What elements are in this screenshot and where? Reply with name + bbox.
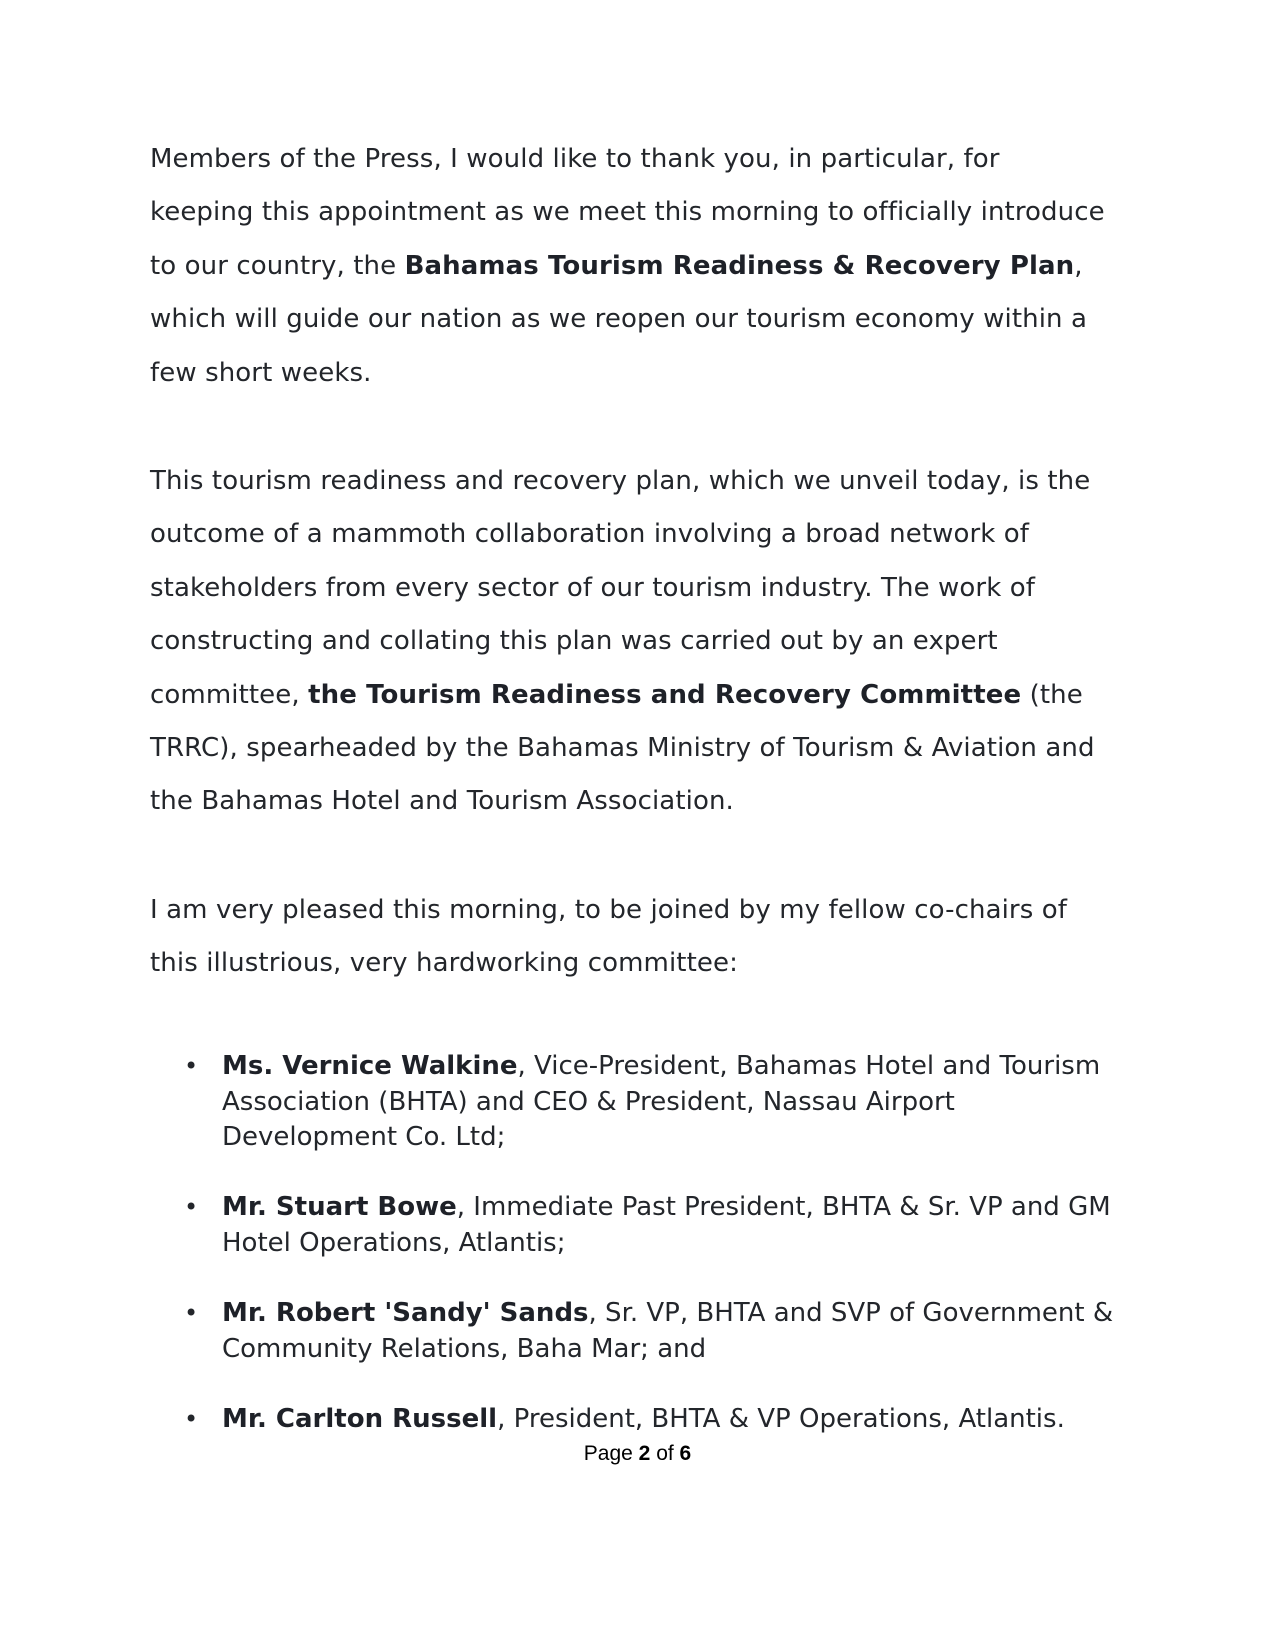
co-chair-name: Ms. Vernice Walkine: [222, 1051, 518, 1081]
paragraph-text: (the TRRC), spearheaded by the Bahamas Ministry of Tourism & Aviation and the Bahamas Hotel and Tourism Association.: [150, 679, 1095, 817]
plan-name-bold: Bahamas Tourism Readiness & Recovery Plan: [404, 250, 1075, 281]
co-chair-name: Mr. Stuart Bowe: [222, 1192, 457, 1222]
paragraph-text: I am very pleased this morning, to be joined by my fellow co-chairs of this illustrious, very hardworking committee:: [150, 895, 1067, 979]
page-number-footer: [0, 1442, 1275, 1466]
co-chair-details: , Vice-President, Bahamas Hotel and Tourism Association (BHTA) and CEO & President, Nassau Airport Development Co. Ltd;: [222, 1051, 1101, 1152]
co-chair-name: Mr. Robert 'Sandy' Sands: [222, 1298, 589, 1328]
co-chair-details: , Immediate Past President, BHTA & Sr. VP and GM Hotel Operations, Atlantis;: [222, 1192, 1111, 1258]
of-word: of: [656, 1442, 674, 1465]
paragraph-intro: [150, 133, 1110, 400]
co-chair-details: , President, BHTA & VP Operations, Atlantis.: [497, 1404, 1065, 1434]
list-item: [184, 1296, 1122, 1367]
current-page-number: 2: [638, 1442, 651, 1465]
co-chair-name: Mr. Carlton Russell: [222, 1404, 498, 1434]
bullet-icon: •: [184, 1299, 199, 1327]
bullet-icon: •: [184, 1193, 199, 1221]
list-item: [184, 1402, 1122, 1438]
bullet-icon: •: [184, 1405, 199, 1433]
list-item: [184, 1049, 1122, 1156]
paragraph-co-chairs-intro: [150, 884, 1110, 991]
committee-name-bold: the Tourism Readiness and Recovery Committee: [308, 679, 1022, 710]
page-word: Page: [583, 1442, 633, 1465]
paragraph-text: Members of the Press, I would like to thank you, in particular, for keeping this appointment as we meet this morning to officially introduce to our country, the: [150, 144, 1105, 281]
paragraph-plan-description: [150, 455, 1110, 829]
total-pages-number: 6: [679, 1442, 692, 1465]
paragraph-text: , which will guide our nation as we reopen our tourism economy within a few short weeks.: [150, 250, 1088, 388]
co-chair-details: , Sr. VP, BHTA and SVP of Government & Community Relations, Baha Mar; and: [222, 1298, 1114, 1364]
list-item: [184, 1190, 1122, 1261]
bullet-icon: •: [184, 1052, 199, 1080]
paragraph-text: This tourism readiness and recovery plan, which we unveil today, is the outcome of a mammoth collaboration involving a broad network of stakeholders from every sector of our tourism industry. The work of constructing and collating this plan was carried out by an expert committee,: [150, 466, 1091, 710]
